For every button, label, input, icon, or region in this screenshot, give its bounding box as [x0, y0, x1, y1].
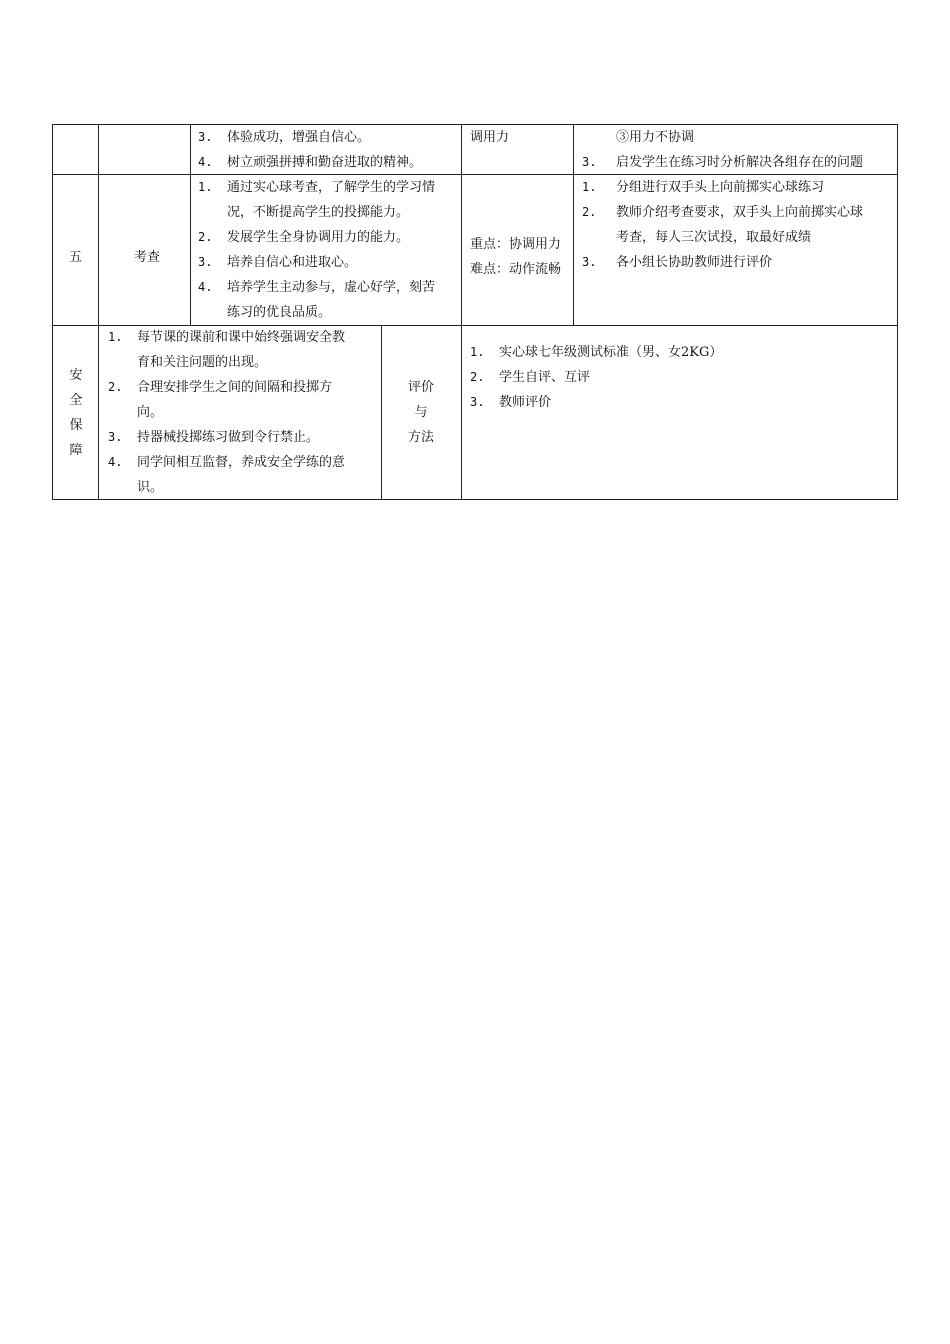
- safety-text: 同学间相互监督，养成安全学练的意: [137, 455, 346, 470]
- method-text: 各小组长协助教师进行评价: [616, 255, 773, 270]
- method-text: 分组进行双手头上向前掷实心球练习: [616, 180, 825, 195]
- goal-text: 况，不断提高学生的投掷能力。: [227, 205, 410, 220]
- goal-text: 培养学生主动参与，虚心好学，刻苦: [227, 280, 436, 295]
- column-divider: [461, 124, 462, 500]
- safety-text: 每节课的课前和课中始终强调安全教: [137, 330, 346, 345]
- eval-text: 实心球七年级测试标准（男、女2KG）: [499, 345, 723, 360]
- list-number: 3.: [470, 395, 485, 409]
- column-divider: [98, 124, 99, 500]
- eval-label: 评价: [407, 380, 434, 395]
- goal-text: 发展学生全身协调用力的能力。: [227, 230, 410, 245]
- method-text: ③用力不协调: [616, 130, 695, 145]
- list-number: 4.: [198, 155, 213, 169]
- method-text: 考查，每人三次试投，取最好成绩: [616, 230, 812, 245]
- list-number: 4.: [108, 455, 123, 469]
- safety-text: 合理安排学生之间的间隔和投掷方: [137, 380, 333, 395]
- list-number: 3.: [108, 430, 123, 444]
- table-border-right: [897, 124, 898, 500]
- method-text: 教师介绍考查要求，双手头上向前掷实心球: [616, 205, 864, 220]
- list-number: 4.: [198, 280, 213, 294]
- list-number: 3.: [198, 130, 213, 144]
- list-number: 2.: [582, 205, 597, 219]
- safety-text: 持器械投掷练习做到令行禁止。: [137, 430, 320, 445]
- list-number: 1.: [582, 180, 597, 194]
- goal-text: 通过实心球考查，了解学生的学习情: [227, 180, 436, 195]
- goal-text: 练习的优良品质。: [227, 305, 332, 320]
- list-number: 2.: [198, 230, 213, 244]
- eval-text: 教师评价: [499, 395, 552, 410]
- safety-text: 识。: [137, 480, 164, 495]
- eval-label: 与: [414, 405, 428, 420]
- list-number: 3.: [198, 255, 213, 269]
- safety-text: 向。: [137, 405, 164, 420]
- safety-text: 育和关注问题的出现。: [137, 355, 268, 370]
- method-text: 启发学生在练习时分析解决各组存在的问题: [616, 155, 864, 170]
- keypoint-text: 调用力: [470, 130, 510, 145]
- table-border-left: [52, 124, 53, 500]
- list-number: 3.: [582, 255, 597, 269]
- keypoint-text: 重点：协调用力: [470, 237, 562, 252]
- row-number: 五: [69, 250, 83, 265]
- list-number: 2.: [108, 380, 123, 394]
- goal-text: 培养自信心和进取心。: [227, 255, 358, 270]
- table-border-bottom: [52, 499, 898, 500]
- column-divider: [190, 124, 191, 325]
- difficulty-text: 难点：动作流畅: [470, 262, 562, 277]
- goal-text: 树立顽强拼搏和勤奋进取的精神。: [227, 155, 423, 170]
- list-number: 1.: [198, 180, 213, 194]
- safety-label: 安全保障: [69, 368, 83, 458]
- goal-text: 体验成功，增强自信心。: [227, 130, 371, 145]
- list-number: 1.: [108, 330, 123, 344]
- section-title: 考查: [134, 250, 161, 265]
- list-number: 3.: [582, 155, 597, 169]
- eval-text: 学生自评、互评: [499, 370, 591, 385]
- column-divider: [573, 124, 574, 325]
- eval-label: 方法: [407, 430, 434, 445]
- list-number: 1.: [470, 345, 485, 359]
- list-number: 2.: [470, 370, 485, 384]
